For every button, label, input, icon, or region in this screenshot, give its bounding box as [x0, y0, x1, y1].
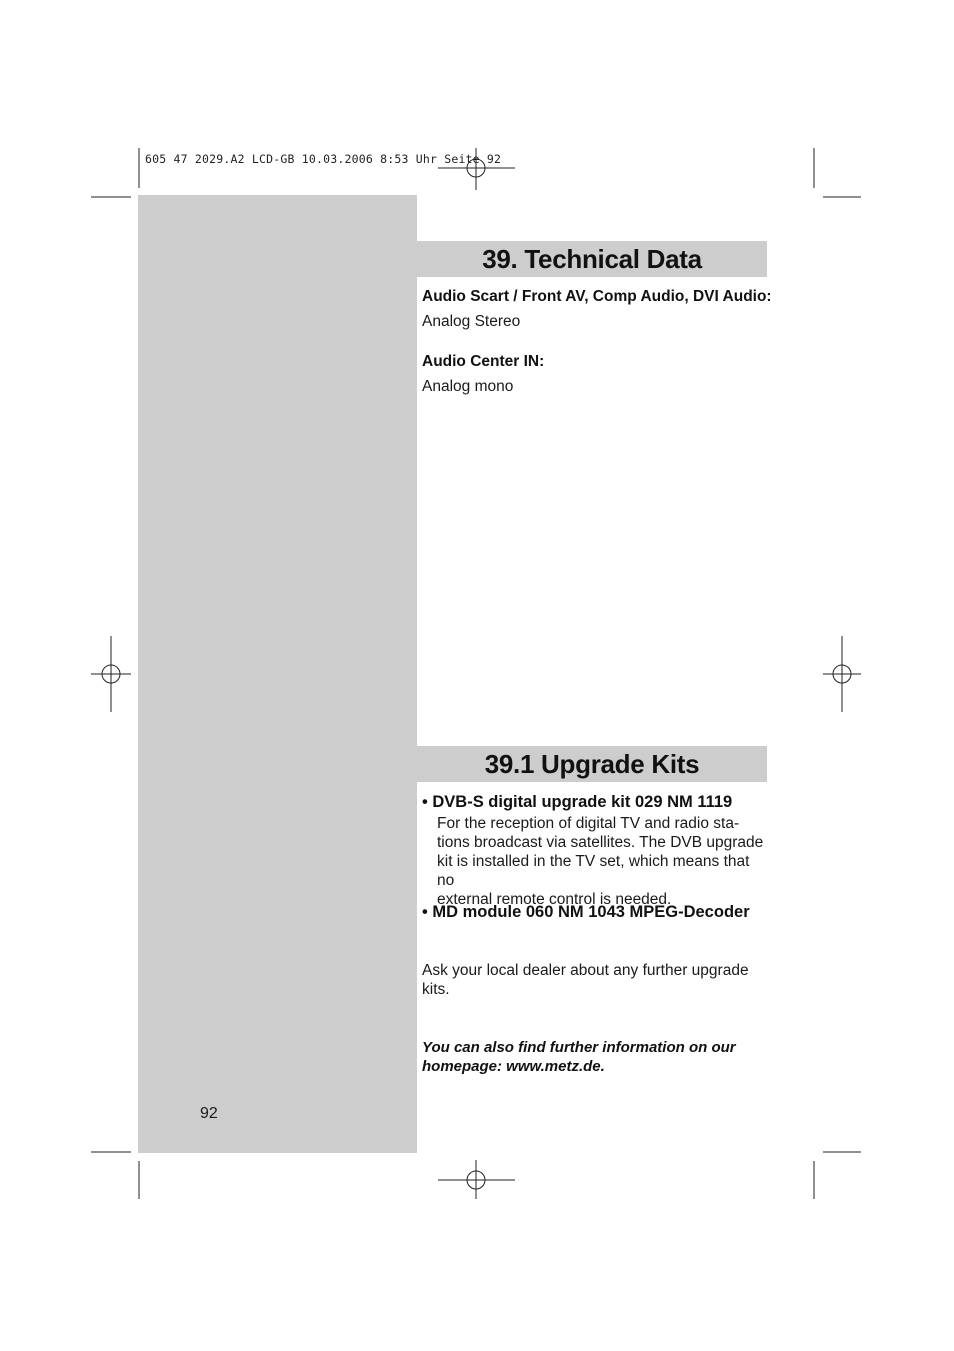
- section-heading-upgrade-kits: 39.1 Upgrade Kits: [417, 746, 767, 782]
- bullet-md-module: • MD module 060 NM 1043 MPEG-Decoder: [422, 903, 750, 921]
- description-line: external remote control is needed.: [437, 891, 672, 908]
- dealer-line: kits.: [422, 981, 450, 998]
- note-line: You can also find further information on our: [422, 1039, 736, 1056]
- print-slug: 605 47 2029.A2 LCD-GB 10.03.2006 8:53 Uhr Seite 92: [145, 152, 502, 166]
- bullet-dvb-s-description: [437, 814, 767, 909]
- dealer-paragraph: [422, 961, 762, 999]
- description-line: kit is installed in the TV set, which means that no: [437, 853, 750, 889]
- spec-value-audio-center: Analog mono: [422, 378, 514, 395]
- bullet-dvb-s-kit: • DVB-S digital upgrade kit 029 NM 1119: [422, 793, 733, 811]
- page-number: 92: [200, 1105, 218, 1122]
- note-line: homepage: www.metz.de.: [422, 1058, 605, 1075]
- section-heading-technical-data: 39. Technical Data: [417, 241, 767, 277]
- spec-value-audio-scart: Analog Stereo: [422, 313, 521, 330]
- description-line: For the reception of digital TV and radio sta-: [437, 815, 740, 832]
- description-line: tions broadcast via satellites. The DVB upgrade: [437, 834, 764, 851]
- spec-label-audio-center: Audio Center IN:: [422, 353, 545, 370]
- dealer-line: Ask your local dealer about any further upgrade: [422, 962, 749, 979]
- homepage-note: [422, 1038, 762, 1076]
- spec-label-audio-scart: Audio Scart / Front AV, Comp Audio, DVI Audio:: [422, 288, 772, 305]
